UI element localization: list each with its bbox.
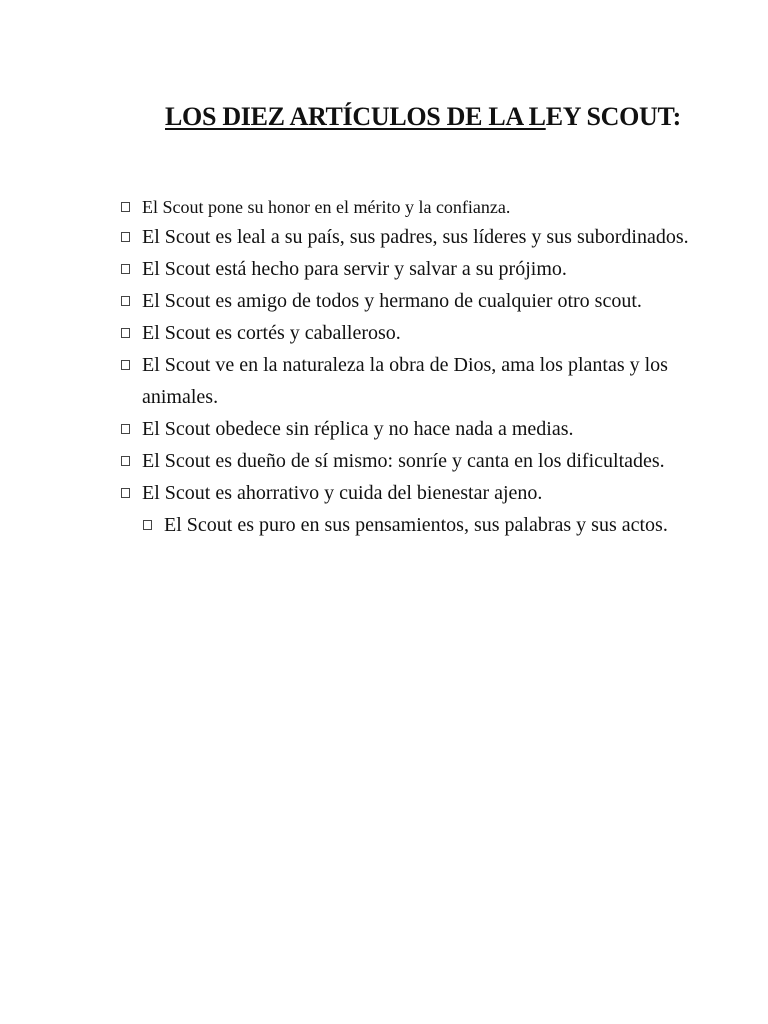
article-text: El Scout pone su honor en el mérito y la confianza.	[142, 197, 511, 217]
title-rest-part: EY SCOUT:	[545, 102, 681, 131]
checkbox-glyph-icon	[143, 520, 152, 530]
list-item	[121, 285, 741, 317]
list-item	[121, 349, 741, 413]
article-text: El Scout obedece sin réplica y no hace nada a medias.	[142, 418, 574, 440]
checkbox-glyph-icon	[121, 264, 130, 274]
list-item	[121, 221, 741, 253]
page-title	[165, 100, 681, 134]
article-text: El Scout está hecho para servir y salvar a su prójimo.	[142, 258, 567, 280]
checkbox-glyph-icon	[121, 296, 130, 306]
title-underlined-part: LOS DIEZ ARTÍCULOS DE LA L	[165, 102, 546, 131]
article-text: El Scout es cortés y caballeroso.	[142, 322, 401, 344]
list-item	[121, 413, 741, 445]
article-text: El Scout es amigo de todos y hermano de cualquier otro scout.	[142, 290, 642, 312]
checkbox-glyph-icon	[121, 424, 130, 434]
article-text: El Scout es dueño de sí mismo: sonríe y canta en los dificultades.	[142, 450, 665, 472]
checkbox-glyph-icon	[121, 488, 130, 498]
list-item	[121, 193, 741, 221]
article-text: El Scout es puro en sus pensamientos, sus palabras y sus actos.	[164, 514, 668, 536]
article-text: El Scout ve en la naturaleza la obra de Dios, ama los plantas y los animales.	[142, 354, 668, 408]
checkbox-glyph-icon	[121, 232, 130, 242]
list-item	[143, 509, 741, 541]
checkbox-glyph-icon	[121, 456, 130, 466]
list-item	[121, 445, 741, 477]
scout-law-list	[121, 193, 741, 541]
list-item	[121, 253, 741, 285]
list-item	[121, 477, 741, 509]
article-text: El Scout es ahorrativo y cuida del bienestar ajeno.	[142, 482, 543, 504]
checkbox-glyph-icon	[121, 360, 130, 370]
article-text: El Scout es leal a su país, sus padres, sus líderes y sus subordinados.	[142, 226, 689, 248]
checkbox-glyph-icon	[121, 202, 130, 212]
list-item	[121, 317, 741, 349]
checkbox-glyph-icon	[121, 328, 130, 338]
